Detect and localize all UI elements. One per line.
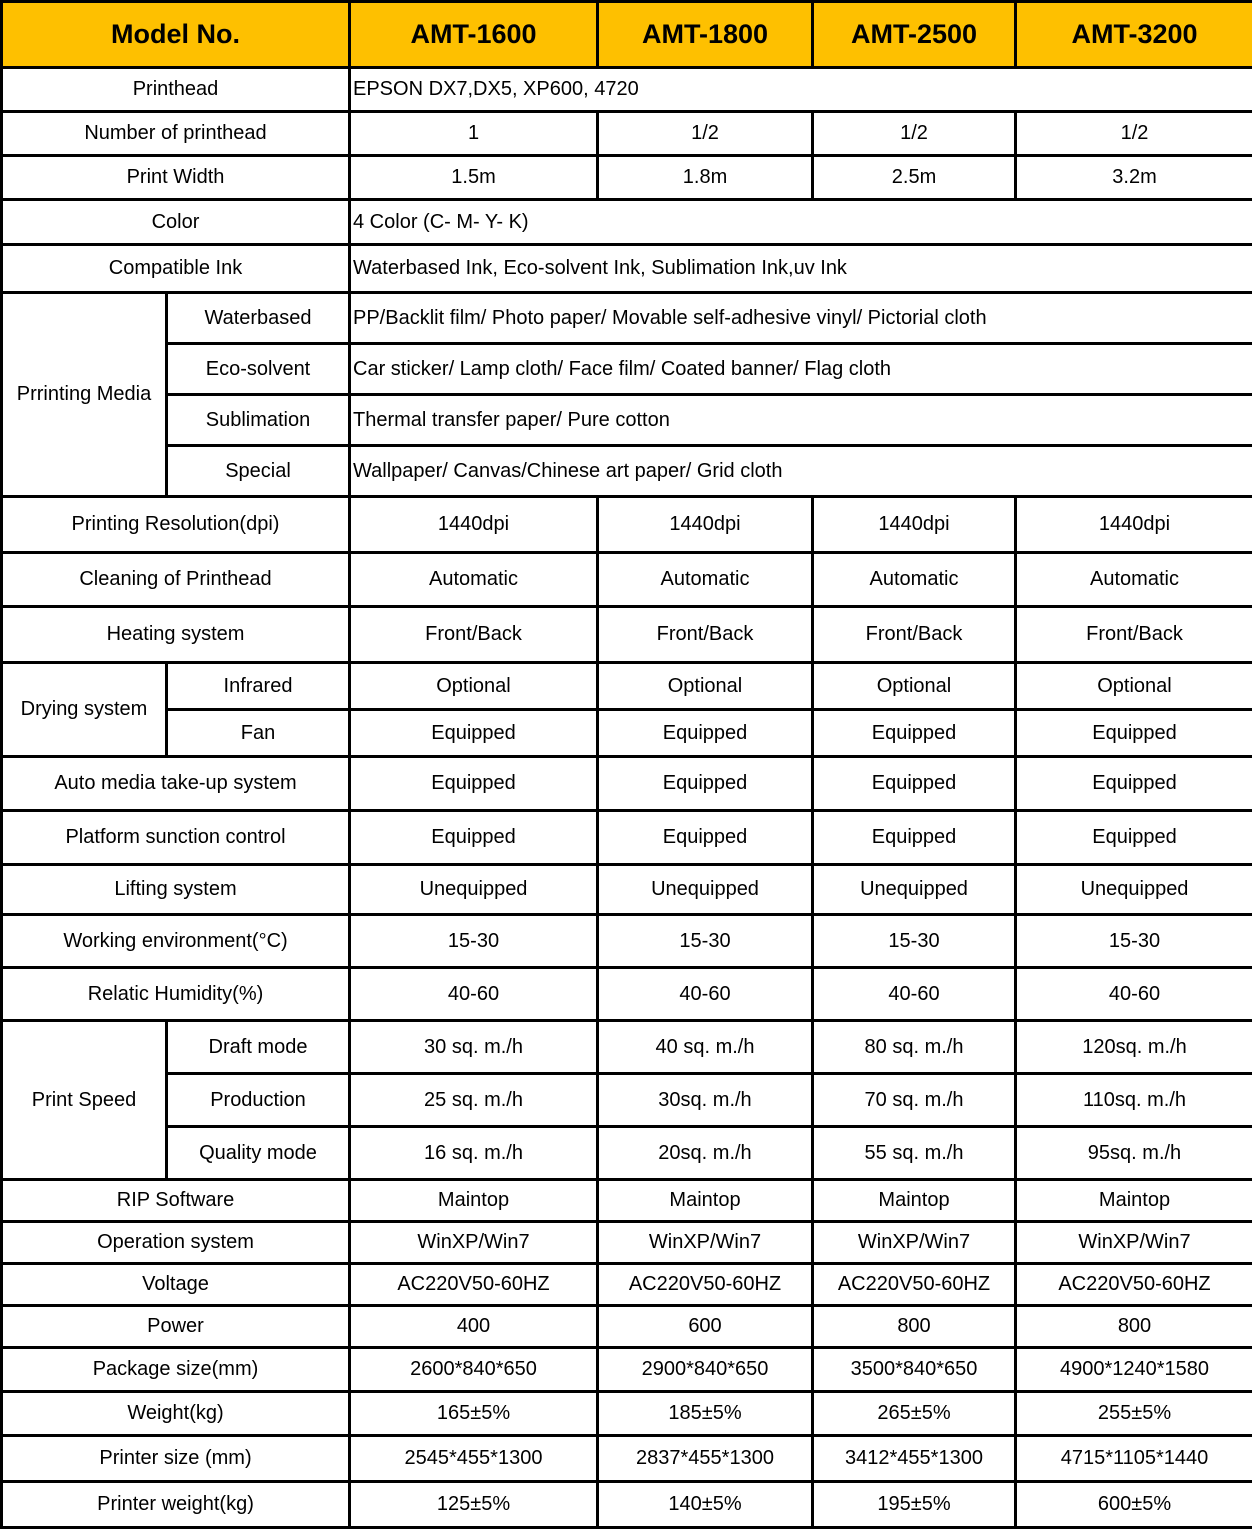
cell: Equipped (350, 710, 598, 757)
cell: 3412*455*1300 (813, 1436, 1016, 1482)
row-value: Wallpaper/ Canvas/Chinese art paper/ Grid cloth (350, 446, 1252, 497)
cell: 265±5% (813, 1392, 1016, 1436)
cell: 1440dpi (1016, 497, 1252, 553)
sub-label: Draft mode (167, 1021, 350, 1074)
cell: Equipped (1016, 710, 1252, 757)
cell: 2837*455*1300 (598, 1436, 813, 1482)
model-header: AMT-3200 (1016, 2, 1252, 68)
table-row (2, 1222, 1252, 1264)
cell: Equipped (1016, 757, 1252, 811)
row-label: Printer size (mm) (2, 1436, 350, 1482)
sub-label: Sublimation (167, 395, 350, 446)
cell: Automatic (1016, 553, 1252, 607)
table-row (2, 293, 1252, 344)
row-label: Power (2, 1306, 350, 1348)
cell: 40 sq. m./h (598, 1021, 813, 1074)
cell: 600 (598, 1306, 813, 1348)
cell: WinXP/Win7 (350, 1222, 598, 1264)
group-label: Print Speed (2, 1021, 167, 1180)
cell: 120sq. m./h (1016, 1021, 1252, 1074)
cell: 1/2 (1016, 112, 1252, 156)
cell: 40-60 (1016, 968, 1252, 1021)
table-row (2, 395, 1252, 446)
row-value: PP/Backlit film/ Photo paper/ Movable self-adhesive vinyl/ Pictorial cloth (350, 293, 1252, 344)
cell: Equipped (813, 757, 1016, 811)
table-row (2, 200, 1252, 245)
cell: Equipped (598, 811, 813, 865)
cell: 20sq. m./h (598, 1127, 813, 1180)
cell: 1 (350, 112, 598, 156)
cell: 40-60 (598, 968, 813, 1021)
row-label: Printhead (2, 68, 350, 112)
group-label: Drying system (2, 663, 167, 757)
row-label: Cleaning of Printhead (2, 553, 350, 607)
table-row (2, 1348, 1252, 1392)
sub-label: Quality mode (167, 1127, 350, 1180)
cell: 25 sq. m./h (350, 1074, 598, 1127)
row-label: Platform sunction control (2, 811, 350, 865)
cell: 15-30 (1016, 915, 1252, 968)
model-header: AMT-1600 (350, 2, 598, 68)
cell: WinXP/Win7 (1016, 1222, 1252, 1264)
cell: 255±5% (1016, 1392, 1252, 1436)
row-label: RIP Software (2, 1180, 350, 1222)
cell: 1440dpi (598, 497, 813, 553)
cell: 195±5% (813, 1482, 1016, 1528)
row-label: Operation system (2, 1222, 350, 1264)
table-row (2, 710, 1252, 757)
cell: 185±5% (598, 1392, 813, 1436)
cell: Front/Back (1016, 607, 1252, 663)
table-row (2, 915, 1252, 968)
cell: Maintop (598, 1180, 813, 1222)
table-row (2, 757, 1252, 811)
row-label: Heating system (2, 607, 350, 663)
row-label: Compatible Ink (2, 245, 350, 293)
cell: AC220V50-60HZ (350, 1264, 598, 1306)
sub-label: Eco-solvent (167, 344, 350, 395)
cell: 3.2m (1016, 156, 1252, 200)
table-row (2, 607, 1252, 663)
cell: 2900*840*650 (598, 1348, 813, 1392)
table-row (2, 1436, 1252, 1482)
cell: WinXP/Win7 (813, 1222, 1016, 1264)
cell: Automatic (813, 553, 1016, 607)
cell: 4715*1105*1440 (1016, 1436, 1252, 1482)
cell: Equipped (350, 757, 598, 811)
cell: 2.5m (813, 156, 1016, 200)
cell: 15-30 (350, 915, 598, 968)
cell: 30 sq. m./h (350, 1021, 598, 1074)
cell: 3500*840*650 (813, 1348, 1016, 1392)
table-row (2, 68, 1252, 112)
cell: 30sq. m./h (598, 1074, 813, 1127)
cell: Maintop (1016, 1180, 1252, 1222)
cell: Unequipped (1016, 865, 1252, 915)
cell: AC220V50-60HZ (813, 1264, 1016, 1306)
row-value: Waterbased Ink, Eco-solvent Ink, Sublimation Ink,uv Ink (350, 245, 1252, 293)
cell: 15-30 (813, 915, 1016, 968)
sub-label: Infrared (167, 663, 350, 710)
cell: 125±5% (350, 1482, 598, 1528)
table-row (2, 156, 1252, 200)
cell: 16 sq. m./h (350, 1127, 598, 1180)
row-label: Relatic Humidity(%) (2, 968, 350, 1021)
cell: Equipped (813, 710, 1016, 757)
cell: Automatic (598, 553, 813, 607)
model-header: AMT-2500 (813, 2, 1016, 68)
row-value: 4 Color (C- M- Y- K) (350, 200, 1252, 245)
table-row (2, 1482, 1252, 1528)
model-header: AMT-1800 (598, 2, 813, 68)
cell: 80 sq. m./h (813, 1021, 1016, 1074)
cell: Unequipped (598, 865, 813, 915)
cell: 1.5m (350, 156, 598, 200)
cell: WinXP/Win7 (598, 1222, 813, 1264)
cell: 95sq. m./h (1016, 1127, 1252, 1180)
table-row (2, 968, 1252, 1021)
sub-label: Special (167, 446, 350, 497)
row-label: Printer weight(kg) (2, 1482, 350, 1528)
cell: AC220V50-60HZ (1016, 1264, 1252, 1306)
table-row (2, 446, 1252, 497)
group-label: Prrinting Media (2, 293, 167, 497)
cell: Optional (598, 663, 813, 710)
cell: Front/Back (813, 607, 1016, 663)
cell: 1.8m (598, 156, 813, 200)
row-label: Number of printhead (2, 112, 350, 156)
table-row (2, 1392, 1252, 1436)
cell: Optional (350, 663, 598, 710)
cell: 110sq. m./h (1016, 1074, 1252, 1127)
table-row (2, 1180, 1252, 1222)
cell: 800 (813, 1306, 1016, 1348)
row-label: Color (2, 200, 350, 245)
cell: 2545*455*1300 (350, 1436, 598, 1482)
sub-label: Production (167, 1074, 350, 1127)
cell: 165±5% (350, 1392, 598, 1436)
table-row (2, 497, 1252, 553)
header-row (2, 2, 1252, 68)
table-row (2, 112, 1252, 156)
table-row (2, 1264, 1252, 1306)
table-row (2, 1306, 1252, 1348)
cell: Maintop (813, 1180, 1016, 1222)
row-value: Thermal transfer paper/ Pure cotton (350, 395, 1252, 446)
cell: 1/2 (813, 112, 1016, 156)
cell: Equipped (1016, 811, 1252, 865)
cell: Front/Back (598, 607, 813, 663)
table-row (2, 1074, 1252, 1127)
row-value: EPSON DX7,DX5, XP600, 4720 (350, 68, 1252, 112)
table-row (2, 344, 1252, 395)
cell: 1440dpi (813, 497, 1016, 553)
cell: Equipped (350, 811, 598, 865)
cell: Optional (1016, 663, 1252, 710)
row-label: Package size(mm) (2, 1348, 350, 1392)
table-row (2, 245, 1252, 293)
table-row (2, 1127, 1252, 1180)
cell: Equipped (598, 757, 813, 811)
cell: 15-30 (598, 915, 813, 968)
cell: Automatic (350, 553, 598, 607)
table-row (2, 663, 1252, 710)
row-label: Print Width (2, 156, 350, 200)
cell: 400 (350, 1306, 598, 1348)
cell: 2600*840*650 (350, 1348, 598, 1392)
cell: 55 sq. m./h (813, 1127, 1016, 1180)
table-row (2, 553, 1252, 607)
cell: Unequipped (813, 865, 1016, 915)
row-label: Printing Resolution(dpi) (2, 497, 350, 553)
cell: 70 sq. m./h (813, 1074, 1016, 1127)
cell: Unequipped (350, 865, 598, 915)
cell: 1/2 (598, 112, 813, 156)
cell: 600±5% (1016, 1482, 1252, 1528)
table-row (2, 1021, 1252, 1074)
cell: Equipped (598, 710, 813, 757)
cell: 40-60 (350, 968, 598, 1021)
cell: 40-60 (813, 968, 1016, 1021)
cell: Front/Back (350, 607, 598, 663)
row-value: Car sticker/ Lamp cloth/ Face film/ Coated banner/ Flag cloth (350, 344, 1252, 395)
cell: Optional (813, 663, 1016, 710)
cell: AC220V50-60HZ (598, 1264, 813, 1306)
model-no-header: Model No. (2, 2, 350, 68)
cell: Maintop (350, 1180, 598, 1222)
row-label: Voltage (2, 1264, 350, 1306)
row-label: Weight(kg) (2, 1392, 350, 1436)
cell: 140±5% (598, 1482, 813, 1528)
row-label: Working environment(°C) (2, 915, 350, 968)
cell: 1440dpi (350, 497, 598, 553)
table-row (2, 811, 1252, 865)
cell: Equipped (813, 811, 1016, 865)
cell: 4900*1240*1580 (1016, 1348, 1252, 1392)
sub-label: Fan (167, 710, 350, 757)
table-row (2, 865, 1252, 915)
row-label: Auto media take-up system (2, 757, 350, 811)
cell: 800 (1016, 1306, 1252, 1348)
sub-label: Waterbased (167, 293, 350, 344)
row-label: Lifting system (2, 865, 350, 915)
